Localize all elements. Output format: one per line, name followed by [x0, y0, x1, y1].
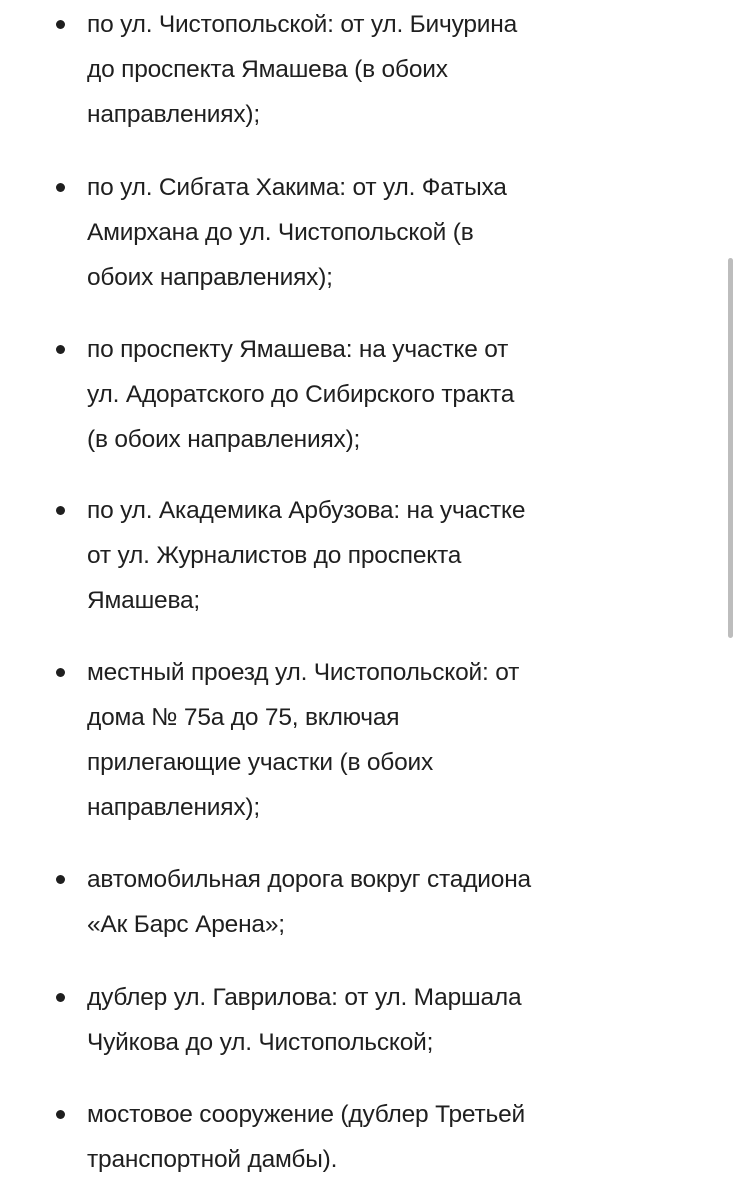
bullet-dot-icon — [56, 1110, 65, 1119]
scrollbar-thumb[interactable] — [728, 258, 733, 638]
list-item-text — [87, 857, 687, 947]
list-item-text — [87, 650, 687, 830]
bullet-dot-icon — [56, 506, 65, 515]
list-item-text — [87, 1092, 687, 1182]
bullet-dot-icon — [56, 20, 65, 29]
list-item-line: по проспекту Ямашева: на участке от — [87, 336, 509, 363]
list-item-text — [87, 488, 687, 623]
list-item-line: прилегающие участки (в обоих — [87, 749, 434, 776]
list-item-line: по ул. Академика Арбузова: на участке — [87, 497, 526, 524]
list-item-line: местный проезд ул. Чистопольской: от — [87, 659, 520, 686]
list-item-line: до проспекта Ямашева (в обоих — [87, 56, 448, 83]
list-item-text — [87, 975, 687, 1065]
bullet-dot-icon — [56, 993, 65, 1002]
list-item-line: ул. Адоратского до Сибирского тракта — [87, 381, 515, 408]
list-item-line: Амирхана до ул. Чистопольской (в — [87, 219, 474, 246]
list-item-line: направлениях); — [87, 794, 260, 821]
list-item-line: Ямашева; — [87, 587, 201, 614]
list-item-line: дома № 75а до 75, включая — [87, 704, 400, 731]
list-item-line: от ул. Журналистов до проспекта — [87, 542, 462, 569]
list-item-line: обоих направлениях); — [87, 264, 333, 291]
bullet-dot-icon — [56, 345, 65, 354]
list-item-line: «Ак Барс Арена»; — [87, 911, 285, 938]
list-item-line: по ул. Чистопольской: от ул. Бичурина — [87, 11, 518, 38]
list-item-line: по ул. Сибгата Хакима: от ул. Фатыха — [87, 174, 507, 201]
list-item-line: (в обоих направлениях); — [87, 426, 361, 453]
list-item-line: Чуйкова до ул. Чистопольской; — [87, 1029, 434, 1056]
list-item-line: мостовое сооружение (дублер Третьей — [87, 1101, 525, 1128]
list-item-line: дублер ул. Гаврилова: от ул. Маршала — [87, 984, 522, 1011]
bullet-dot-icon — [56, 183, 65, 192]
bullet-dot-icon — [56, 875, 65, 884]
bullet-dot-icon — [56, 668, 65, 677]
list-item-line: автомобильная дорога вокруг стадиона — [87, 866, 531, 893]
list-item-text — [87, 327, 687, 462]
list-item-line: транспортной дамбы). — [87, 1146, 338, 1173]
scrollbar[interactable] — [725, 0, 737, 1200]
list-item-text — [87, 2, 687, 137]
list-item-line: направлениях); — [87, 101, 260, 128]
list-item-text — [87, 165, 687, 300]
